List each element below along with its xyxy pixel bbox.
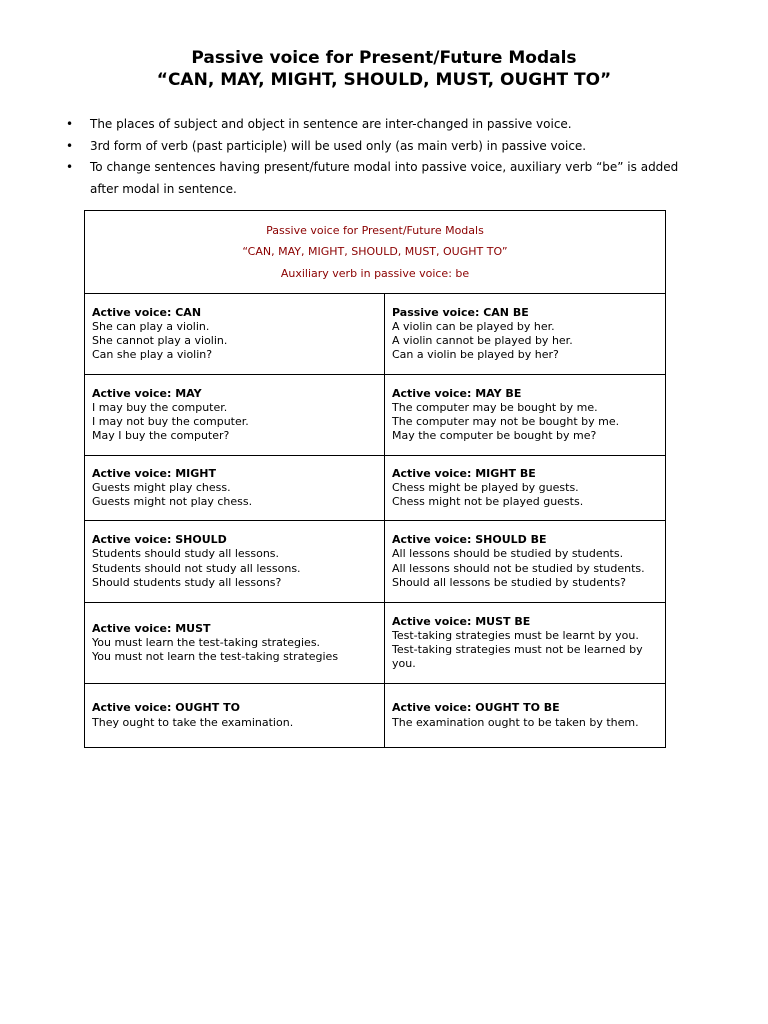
cell-example: Test-taking strategies must not be learned by: [392, 643, 643, 656]
cell-example: A violin cannot be played by her.: [392, 334, 573, 347]
cell-heading: Active voice: OUGHT TO BE: [392, 701, 560, 715]
cell-heading: Active voice: SHOULD BE: [392, 533, 547, 547]
bullet-text: 3rd form of verb (past participle) will be used only (as main verb) in passive voice.: [90, 138, 587, 153]
modals-table: [84, 210, 666, 748]
cell-heading: Active voice: MUST: [92, 621, 211, 635]
active-cell: [85, 294, 385, 375]
cell-example: The computer may not be bought by me.: [392, 415, 620, 428]
bullet-icon: •: [66, 117, 74, 131]
bullet-item: [64, 157, 694, 200]
cell-example: Students should study all lessons.: [92, 547, 280, 561]
cell-example: They ought to take the examination.: [92, 715, 294, 729]
cell-example: I may buy the computer.: [92, 400, 228, 414]
cell-example: All lessons should be studied by students.: [392, 547, 624, 561]
table-row: [85, 456, 666, 521]
bullet-item: [64, 136, 694, 158]
cell-heading: Passive voice: CAN BE: [392, 305, 529, 319]
cell-example: The examination ought to be taken by them.: [392, 715, 639, 729]
active-cell: [85, 684, 385, 748]
bullet-text: To change sentences having present/future modal into passive voice, auxiliary verb “be” is added after modal in sentence.: [90, 160, 679, 196]
table-row: [85, 294, 666, 375]
table-header-modals: “CAN, MAY, MIGHT, SHOULD, MUST, OUGHT TO”: [242, 245, 508, 259]
cell-example: The computer may be bought by me.: [392, 400, 598, 414]
cell-example: May I buy the computer?: [92, 429, 230, 443]
bullet-icon: •: [66, 160, 74, 174]
cell-example: May the computer be bought by me?: [392, 429, 597, 443]
cell-heading: Active voice: SHOULD: [92, 533, 227, 547]
cell-heading: Active voice: MIGHT: [92, 466, 217, 480]
cell-example: Guests might play chess.: [92, 480, 231, 494]
active-cell: [85, 603, 385, 684]
passive-cell: [385, 294, 666, 375]
table-header-cell: [85, 211, 666, 294]
table-row: [85, 375, 666, 456]
cell-heading: Active voice: MAY BE: [392, 386, 522, 400]
page-subtitle: “CAN, MAY, MIGHT, SHOULD, MUST, OUGHT TO”: [156, 70, 612, 90]
cell-example: A violin can be played by her.: [392, 319, 555, 333]
cell-heading: Active voice: CAN: [92, 305, 202, 319]
cell-example: I may not buy the computer.: [92, 415, 249, 428]
cell-example: you.: [392, 657, 416, 671]
passive-cell: [385, 684, 666, 748]
cell-example: Should students study all lessons?: [92, 575, 282, 589]
cell-example: Chess might not be played guests.: [392, 495, 584, 509]
cell-example: Can a violin be played by her?: [392, 348, 559, 362]
passive-cell: [385, 375, 666, 456]
cell-example: Should all lessons be studied by students?: [392, 575, 626, 589]
cell-heading: Active voice: MAY: [92, 386, 202, 400]
cell-example: You must learn the test-taking strategies.: [92, 635, 321, 649]
page-title: Passive voice for Present/Future Modals: [191, 48, 577, 68]
cell-example: She cannot play a violin.: [92, 334, 228, 347]
table-header-row: [85, 211, 666, 294]
cell-heading: Active voice: MIGHT BE: [392, 466, 536, 480]
bullet-icon: •: [66, 138, 74, 153]
active-cell: [85, 456, 385, 521]
cell-example: Test-taking strategies must be learnt by you.: [392, 628, 639, 642]
cell-example: Chess might be played by guests.: [392, 480, 579, 494]
cell-example: All lessons should not be studied by students.: [392, 561, 645, 575]
table-header-auxiliary: Auxiliary verb in passive voice: be: [280, 266, 470, 280]
passive-cell: [385, 456, 666, 521]
active-cell: [85, 375, 385, 456]
cell-example: She can play a violin.: [92, 319, 210, 333]
table-row: [85, 603, 666, 684]
table-row: [85, 684, 666, 748]
table-header-title: Passive voice for Present/Future Modals: [266, 223, 484, 237]
bullet-item: [64, 114, 694, 136]
cell-example: Students should not study all lessons.: [92, 561, 301, 575]
cell-example: Guests might not play chess.: [92, 495, 253, 509]
passive-cell: [385, 603, 666, 684]
cell-heading: Active voice: MUST BE: [392, 614, 531, 628]
active-cell: [85, 521, 385, 603]
cell-example: You must not learn the test-taking strategies: [92, 650, 339, 664]
table-row: [85, 521, 666, 603]
passive-cell: [385, 521, 666, 603]
cell-example: Can she play a violin?: [92, 348, 213, 362]
bullet-list: [64, 114, 694, 200]
cell-heading: Active voice: OUGHT TO: [92, 701, 240, 715]
bullet-text: The places of subject and object in sentence are inter-changed in passive voice.: [90, 117, 572, 131]
